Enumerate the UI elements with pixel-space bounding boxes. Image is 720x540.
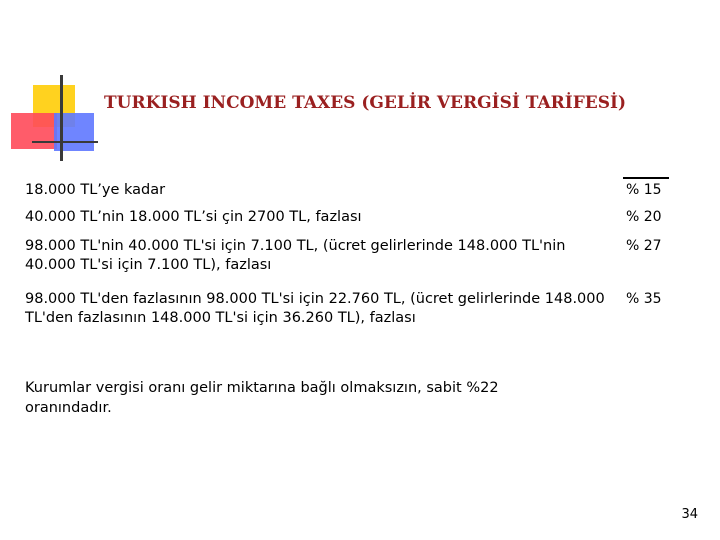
bracket-3-description: 98.000 TL'nin 40.000 TL'si için 7.100 TL, (ücret gelirlerinde 148.000 TL'nin 40.000 TL'si için 7.100 TL), fazlası	[25, 238, 566, 273]
bracket-1-rate: % 15	[626, 182, 662, 198]
bracket-1-description: 18.000 TL’ye kadar	[25, 182, 166, 198]
page-number: 34	[681, 507, 698, 522]
corporate-tax-note: Kurumlar vergisi oranı gelir miktarına bağlı olmaksızın, sabit %22 oranındadır.	[25, 380, 499, 416]
bracket-2-description: 40.000 TL’nin 18.000 TL’si çin 2700 TL, fazlası	[25, 209, 362, 225]
bracket-4-description: 98.000 TL'den fazlasının 98.000 TL'si için 22.760 TL, (ücret gelirlerinde 148.000 TL'den fazlasının 148.000 TL'si için 36.260 TL), fazlası	[25, 291, 605, 326]
bracket-3-rate: % 27	[626, 238, 662, 254]
logo-red-square	[11, 113, 57, 149]
bracket-2-rate: % 20	[626, 209, 662, 225]
bracket-4-rate: % 35	[626, 291, 662, 307]
slide-logo-decoration	[8, 75, 98, 165]
rate-column-accent-line	[623, 177, 669, 179]
slide-title: TURKISH INCOME TAXES (GELİR VERGİSİ TARİFESİ)	[104, 93, 627, 113]
logo-horizontal-line	[32, 141, 98, 143]
logo-vertical-line	[60, 75, 63, 161]
